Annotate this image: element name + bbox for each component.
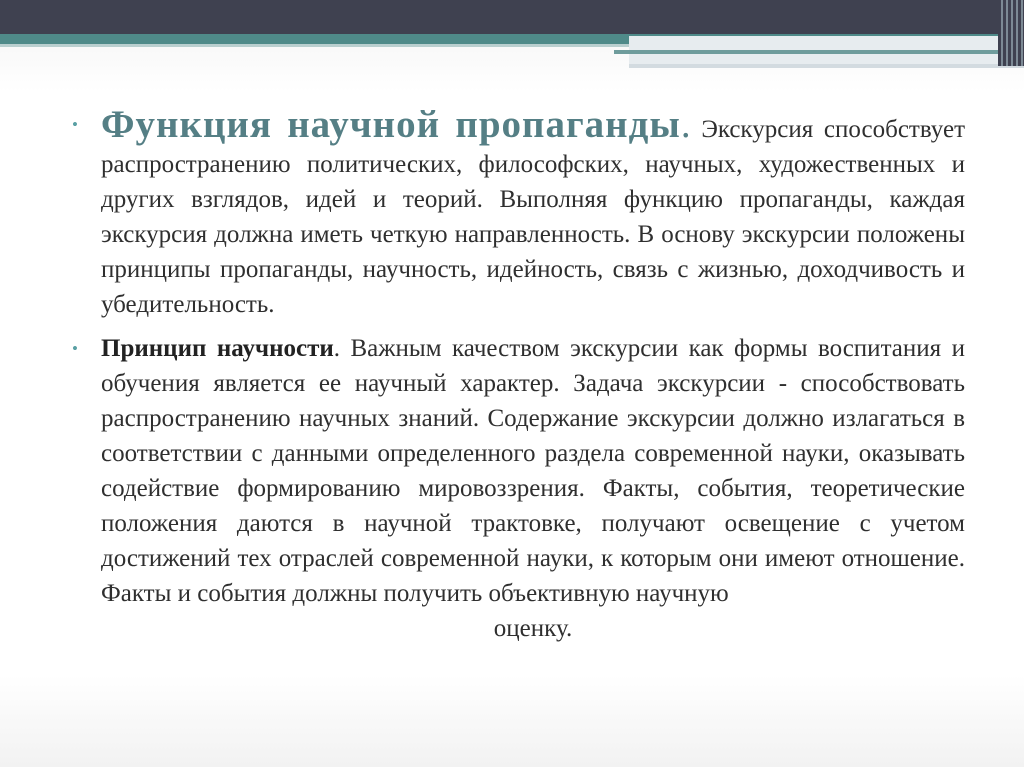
top-decorative-bar (0, 0, 1024, 34)
bullet-heading: Функция научной пропаганды (101, 103, 681, 146)
bullet-text: . Важным качеством экскурсии как формы воспитания и обучения является ее научный характер. Задача экскурсии - способствовать распространению научных знаний. Содержание экскурсии должно излагаться в соответствии с данными определенного раздела современной науки, оказывать содействие формированию мировоззрения. Факты, события, теоретические положения даются в научной трактовке, получают освещение с учетом достижений тех отраслей современной науки, к которым они имеют отношение. Факты и события должны получить объективную научную (101, 335, 965, 607)
bullet-icon: • (72, 115, 78, 134)
bullet-icon: • (72, 339, 78, 358)
bullet-label: Принцип научности (101, 335, 334, 362)
bullet-heading-punctuation: . (680, 103, 691, 146)
decorative-stripes (998, 0, 1024, 66)
decorative-tab-line (614, 50, 1024, 54)
bullet-item-principle (72, 331, 965, 646)
bullet-tail: оценку. (493, 615, 573, 642)
slide-content (72, 103, 965, 655)
bullet-item-function (72, 103, 965, 322)
bullet-text: Экскурсия способствует распространению политических, философских, научных, художественных и других взглядов, идей и теорий. Выполняя функцию пропаганды, каждая экскурсия должна иметь четкую направленность. В основу экскурсии положены принципы пропаганды, научность, идейность, связь с жизнью, доходчивость и убедительность. (101, 116, 965, 318)
